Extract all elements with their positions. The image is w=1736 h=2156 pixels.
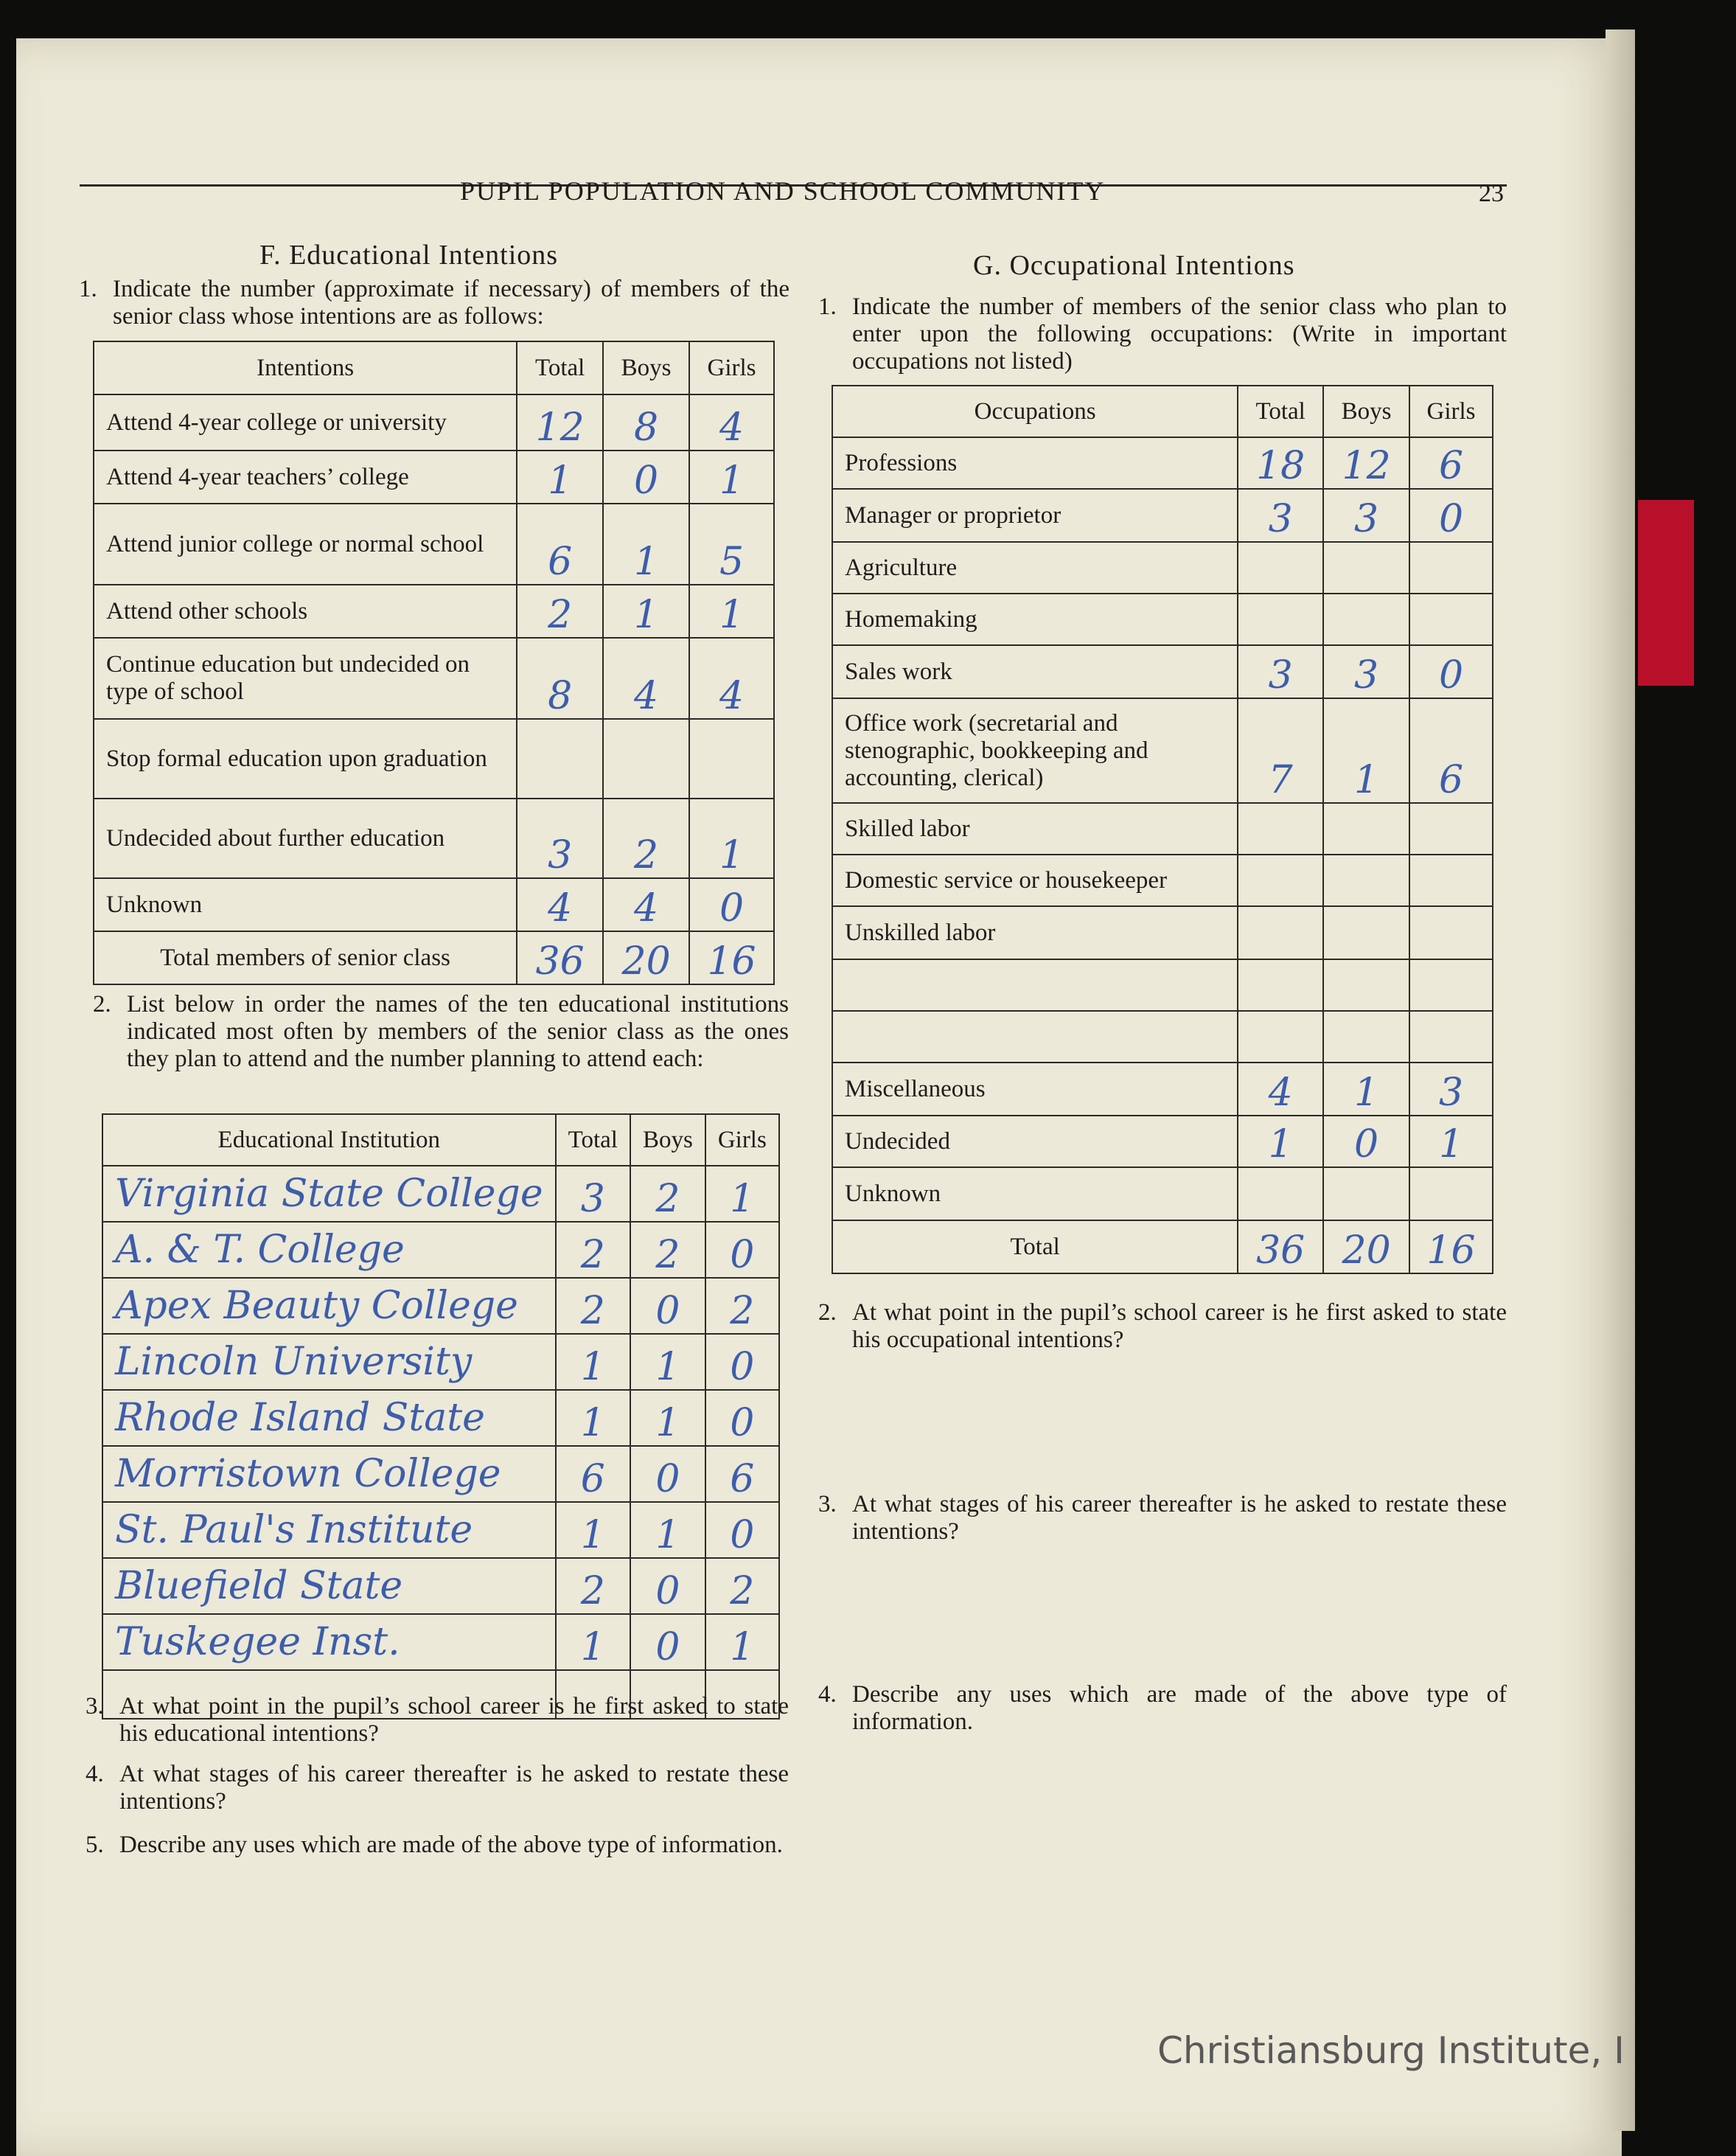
cell-girls: 1 (705, 1166, 779, 1222)
cell-total: 2 (517, 585, 603, 638)
running-head: PUPIL POPULATION AND SCHOOL COMMUNITY (460, 176, 1106, 206)
intention-label: Attend junior college or normal school (94, 504, 517, 585)
intention-label: Total members of senior class (94, 931, 517, 984)
table-row (832, 1063, 1493, 1116)
institution-name: Tuskegee Inst. (102, 1614, 556, 1670)
occupation-label: Unknown (832, 1167, 1238, 1220)
institution-name: Lincoln University (102, 1334, 556, 1390)
q-number: 1. (79, 276, 97, 302)
section-g-title: G. Occupational Intentions (973, 250, 1295, 281)
red-tab-marker (1638, 500, 1694, 686)
cell-boys: 0 (1323, 1116, 1409, 1167)
cell-total: 1 (517, 451, 603, 504)
cell-total: 1 (556, 1390, 630, 1446)
cell-total: 2 (556, 1278, 630, 1334)
table-row (832, 1167, 1493, 1220)
page-number: 23 (1479, 180, 1504, 207)
cell-girls: 0 (705, 1222, 779, 1278)
cell-girls (1409, 959, 1493, 1011)
cell-girls: 0 (705, 1390, 779, 1446)
table-row (102, 1558, 779, 1614)
cell-total (1238, 803, 1323, 855)
q-text: Describe any uses which are made of the above type of information. (852, 1681, 1507, 1735)
col-header: Girls (705, 1114, 779, 1166)
section-g-q2 (818, 1299, 1507, 1354)
section-g-q3 (818, 1491, 1507, 1545)
occupation-label: Office work (secretarial and stenographic, bookkeeping and accounting, clerical) (832, 698, 1238, 803)
table-row (832, 1220, 1493, 1273)
cell-total: 8 (517, 638, 603, 719)
q-text: Indicate the number of members of the senior class who plan to enter upon the following occupations: (Write in important occupations not listed) (852, 293, 1507, 375)
q-number: 2. (818, 1299, 837, 1326)
cell-girls: 0 (705, 1502, 779, 1558)
occupation-label (832, 1011, 1238, 1063)
col-header: Girls (689, 341, 774, 394)
q-number: 3. (818, 1491, 837, 1517)
cell-total: 3 (556, 1166, 630, 1222)
q-number: 1. (818, 293, 837, 320)
table-row (832, 803, 1493, 855)
cell-boys: 8 (603, 394, 689, 451)
intention-label: Continue education but undecided on type of school (94, 638, 517, 719)
col-header: Boys (1323, 386, 1409, 437)
table-row (102, 1166, 779, 1222)
institutions-table (102, 1113, 780, 1719)
cell-total: 1 (556, 1502, 630, 1558)
cell-boys: 2 (630, 1166, 705, 1222)
q-number: 2. (93, 991, 111, 1018)
table-row (102, 1502, 779, 1558)
cell-girls (1409, 1011, 1493, 1063)
cell-boys (1323, 542, 1409, 594)
cell-boys (1323, 959, 1409, 1011)
table-row (832, 959, 1493, 1011)
cell-total: 4 (1238, 1063, 1323, 1116)
section-g-q1 (818, 293, 1507, 375)
cell-total (1238, 959, 1323, 1011)
q-number: 5. (86, 1832, 104, 1858)
table-row (94, 394, 774, 451)
col-header: Total (556, 1114, 630, 1166)
cell-girls (689, 719, 774, 799)
institution-name: St. Paul's Institute (102, 1502, 556, 1558)
cell-girls: 4 (689, 394, 774, 451)
occupation-label: Homemaking (832, 594, 1238, 645)
cell-boys: 0 (630, 1614, 705, 1670)
cell-girls: 6 (705, 1446, 779, 1502)
table-row (94, 931, 774, 984)
cell-girls: 4 (689, 638, 774, 719)
table-row (94, 719, 774, 799)
cell-total: 3 (1238, 489, 1323, 542)
cell-total: 7 (1238, 698, 1323, 803)
cell-girls: 3 (1409, 1063, 1493, 1116)
cell-boys: 1 (630, 1390, 705, 1446)
cell-total (1238, 1011, 1323, 1063)
occupation-label: Total (832, 1220, 1238, 1273)
intentions-table (93, 341, 775, 985)
cell-total (517, 719, 603, 799)
table-row (94, 504, 774, 585)
table-row (832, 437, 1493, 489)
cell-boys: 12 (1323, 437, 1409, 489)
cell-girls (1409, 1167, 1493, 1220)
cell-girls: 0 (1409, 645, 1493, 698)
cell-girls: 16 (689, 931, 774, 984)
cell-total (1238, 1167, 1323, 1220)
occupation-label: Sales work (832, 645, 1238, 698)
cell-girls (1409, 542, 1493, 594)
cell-total: 4 (517, 878, 603, 931)
cell-girls: 5 (689, 504, 774, 585)
cell-girls: 1 (1409, 1116, 1493, 1167)
table-row (102, 1334, 779, 1390)
cell-boys: 0 (603, 451, 689, 504)
cell-boys (1323, 1167, 1409, 1220)
cell-total: 36 (517, 931, 603, 984)
table-row (94, 878, 774, 931)
table-row (832, 489, 1493, 542)
cell-total: 6 (517, 504, 603, 585)
cell-boys (1323, 855, 1409, 906)
institution-name: A. & T. College (102, 1222, 556, 1278)
occupation-label (832, 959, 1238, 1011)
cell-total (1238, 594, 1323, 645)
section-f-q4 (86, 1761, 789, 1815)
col-header: Total (517, 341, 603, 394)
cell-boys: 20 (603, 931, 689, 984)
cell-girls (1409, 803, 1493, 855)
cell-girls: 6 (1409, 698, 1493, 803)
table-row (94, 451, 774, 504)
section-f-q1 (79, 276, 789, 330)
cell-girls: 16 (1409, 1220, 1493, 1273)
table-row (832, 698, 1493, 803)
cell-total: 1 (556, 1614, 630, 1670)
cell-boys: 4 (603, 638, 689, 719)
cell-total: 1 (556, 1334, 630, 1390)
occupations-table (832, 385, 1493, 1274)
intention-label: Attend 4-year college or university (94, 394, 517, 451)
cell-boys: 1 (630, 1502, 705, 1558)
institution-name: Morristown College (102, 1446, 556, 1502)
col-header: Total (1238, 386, 1323, 437)
cell-girls: 1 (689, 799, 774, 878)
table-row (102, 1222, 779, 1278)
cell-total: 18 (1238, 437, 1323, 489)
table-row (832, 906, 1493, 959)
q-text: List below in order the names of the ten educational institutions indicated most often by members of the senior class as the ones they plan to attend and the number planning to attend each: (127, 991, 789, 1072)
q-number: 4. (86, 1761, 104, 1787)
cell-total (1238, 906, 1323, 959)
cell-boys: 3 (1323, 645, 1409, 698)
cell-boys: 0 (630, 1278, 705, 1334)
intention-label: Undecided about further education (94, 799, 517, 878)
cell-total: 6 (556, 1446, 630, 1502)
cell-boys: 0 (630, 1446, 705, 1502)
q-text: At what point in the pupil’s school career is he first asked to state his educational intentions? (119, 1693, 789, 1747)
cell-boys: 1 (630, 1334, 705, 1390)
table-row (94, 585, 774, 638)
cell-boys (1323, 906, 1409, 959)
cell-boys: 4 (603, 878, 689, 931)
q-text: At what stages of his career thereafter is he asked to restate these intentions? (119, 1761, 789, 1815)
cell-girls: 0 (689, 878, 774, 931)
q-text: Indicate the number (approximate if necessary) of members of the senior class whose intentions are as follows: (113, 276, 789, 330)
q-text: At what point in the pupil’s school career is he first asked to state his occupational intentions? (852, 1299, 1507, 1353)
table-row (94, 799, 774, 878)
col-header: Educational Institution (102, 1114, 556, 1166)
cell-boys: 1 (1323, 1063, 1409, 1116)
cell-girls: 6 (1409, 437, 1493, 489)
col-header: Boys (603, 341, 689, 394)
occupation-label: Skilled labor (832, 803, 1238, 855)
cell-boys: 2 (603, 799, 689, 878)
occupation-label: Miscellaneous (832, 1063, 1238, 1116)
cell-total: 2 (556, 1222, 630, 1278)
cell-girls (1409, 855, 1493, 906)
section-f-q5 (86, 1832, 789, 1859)
cell-boys (1323, 594, 1409, 645)
cell-total: 12 (517, 394, 603, 451)
table-row (832, 1116, 1493, 1167)
q-number: 3. (86, 1693, 104, 1719)
watermark: Christiansburg Institute, I (1157, 2029, 1625, 2072)
cell-girls: 1 (689, 451, 774, 504)
table-row (102, 1390, 779, 1446)
institution-name: Apex Beauty College (102, 1278, 556, 1334)
cell-total: 36 (1238, 1220, 1323, 1273)
institution-name: Rhode Island State (102, 1390, 556, 1446)
cell-boys: 3 (1323, 489, 1409, 542)
table-row (102, 1446, 779, 1502)
cell-total: 3 (517, 799, 603, 878)
section-g-q4 (818, 1681, 1507, 1736)
col-header: Intentions (94, 341, 517, 394)
table-row (94, 638, 774, 719)
intention-label: Stop formal education upon graduation (94, 719, 517, 799)
cell-boys (603, 719, 689, 799)
table-row (832, 645, 1493, 698)
table-row (102, 1614, 779, 1670)
cell-boys (1323, 803, 1409, 855)
q-number: 4. (818, 1681, 837, 1708)
table-row (832, 1011, 1493, 1063)
cell-total: 2 (556, 1558, 630, 1614)
occupation-label: Unskilled labor (832, 906, 1238, 959)
cell-total (1238, 542, 1323, 594)
occupation-label: Professions (832, 437, 1238, 489)
cell-boys: 2 (630, 1222, 705, 1278)
occupation-label: Agriculture (832, 542, 1238, 594)
cell-boys: 1 (603, 585, 689, 638)
institution-name: Virginia State College (102, 1166, 556, 1222)
cell-boys: 20 (1323, 1220, 1409, 1273)
cell-boys (1323, 1011, 1409, 1063)
cell-girls: 1 (705, 1614, 779, 1670)
cell-girls: 2 (705, 1278, 779, 1334)
section-f-q2 (93, 991, 789, 1073)
table-row (832, 594, 1493, 645)
q-text: At what stages of his career thereafter is he asked to restate these intentions? (852, 1491, 1507, 1545)
intention-label: Attend other schools (94, 585, 517, 638)
section-f-q3 (86, 1693, 789, 1748)
cell-girls (1409, 906, 1493, 959)
occupation-label: Undecided (832, 1116, 1238, 1167)
occupation-label: Domestic service or housekeeper (832, 855, 1238, 906)
cell-girls: 1 (689, 585, 774, 638)
cell-girls: 0 (1409, 489, 1493, 542)
col-header: Girls (1409, 386, 1493, 437)
intention-label: Unknown (94, 878, 517, 931)
col-header: Boys (630, 1114, 705, 1166)
page-edge (1606, 29, 1635, 2131)
cell-girls: 0 (705, 1334, 779, 1390)
cell-total: 1 (1238, 1116, 1323, 1167)
col-header: Occupations (832, 386, 1238, 437)
q-text: Describe any uses which are made of the above type of information. (119, 1832, 783, 1858)
table-row (832, 855, 1493, 906)
section-f-title: F. Educational Intentions (259, 240, 559, 271)
cell-total: 3 (1238, 645, 1323, 698)
institution-name: Bluefield State (102, 1558, 556, 1614)
cell-boys: 1 (1323, 698, 1409, 803)
cell-boys: 0 (630, 1558, 705, 1614)
table-row (102, 1278, 779, 1334)
table-row (832, 542, 1493, 594)
cell-total (1238, 855, 1323, 906)
cell-boys: 1 (603, 504, 689, 585)
cell-girls (1409, 594, 1493, 645)
intention-label: Attend 4-year teachers’ college (94, 451, 517, 504)
occupation-label: Manager or proprietor (832, 489, 1238, 542)
cell-girls: 2 (705, 1558, 779, 1614)
